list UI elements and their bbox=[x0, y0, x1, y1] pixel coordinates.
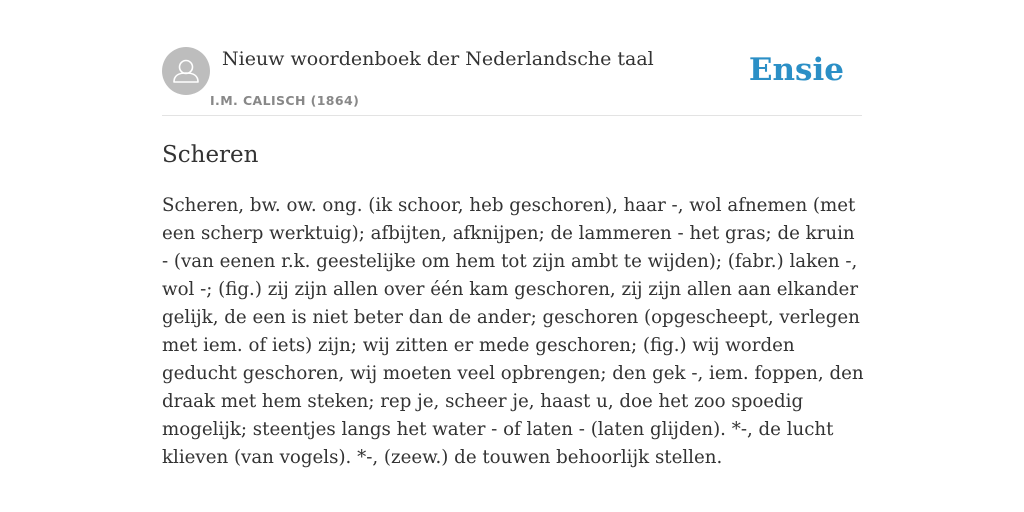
user-icon bbox=[162, 47, 210, 95]
avatar[interactable] bbox=[162, 47, 210, 95]
source-author[interactable]: I.M. CALISCH (1864) bbox=[210, 93, 360, 108]
entry-body: Scheren, bw. ow. ong. (ik schoor, heb geschoren), haar -, wol afnemen (met een scherp werktuig); afbijten, afknijpen; de lammeren - het gras; de kruin - (van eenen r.k. geestelijke om hem tot zijn ambt te wijden); (fabr.) laken -, wol -; (fig.) zij zijn allen over één kam geschoren, zij zijn allen aan elkander gelijk, de een is niet beter dan de ander; geschoren (opgescheept, verlegen met iem. of iets) zijn; wij zitten er mede geschoren; (fig.) wij worden geducht geschoren, wij moeten veel opbrengen; den gek -, iem. foppen, den draak met hem steken; rep je, scheer je, haast u, doe het zoo spoedig mogelijk; steentjes langs het water - of laten - (laten glijden). *-, de lucht klieven (van vogels). *-, (zeew.) de touwen behoorlijk stellen. bbox=[162, 195, 864, 468]
source-title[interactable]: Nieuw woordenboek der Nederlandsche taal bbox=[222, 48, 654, 70]
entry-title: Scheren bbox=[162, 142, 259, 168]
source-header bbox=[162, 46, 862, 116]
brand-logo[interactable]: Ensie bbox=[748, 52, 844, 88]
